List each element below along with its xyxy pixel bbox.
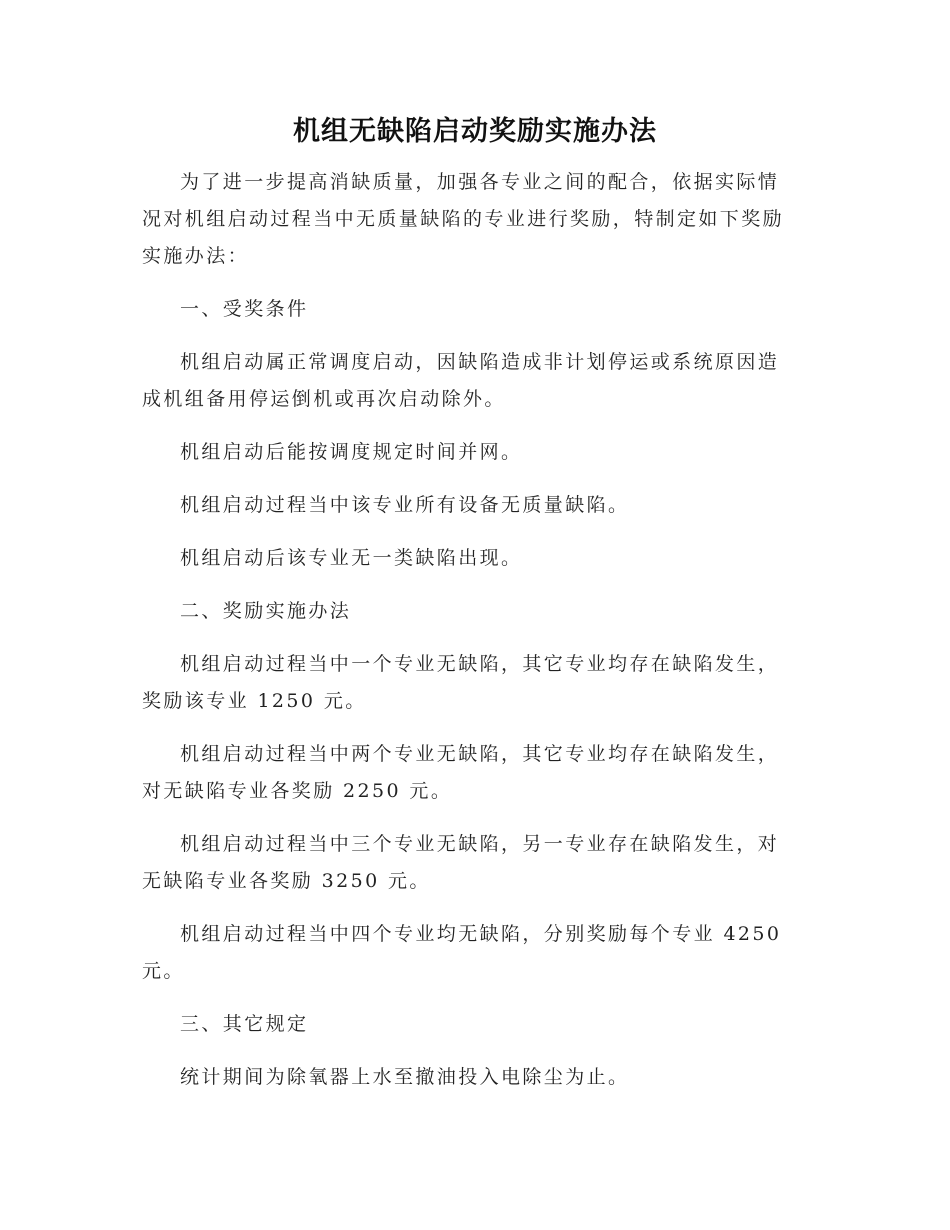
rule-paragraph-1: 统计期间为除氧器上水至撤油投入电除尘为止。 — [180, 1066, 630, 1088]
award-paragraph-4: 机组启动过程当中四个专业均无缺陷，分别奖励每个专业 4250 元。 — [142, 923, 782, 982]
award-paragraph-2: 机组启动过程当中两个专业无缺陷，其它专业均存在缺陷发生，对无缺陷专业各奖励 2250 元。 — [142, 743, 780, 802]
condition-paragraph-4: 机组启动后该专业无一类缺陷出现。 — [180, 547, 523, 569]
section-heading-award-methods: 二、奖励实施办法 — [180, 600, 352, 622]
document-body — [142, 164, 798, 1112]
section-heading-other-rules: 三、其它规定 — [180, 1013, 309, 1035]
condition-paragraph-2: 机组启动后能按调度规定时间并网。 — [180, 441, 523, 463]
intro-paragraph: 为了进一步提高消缺质量，加强各专业之间的配合，依据实际情况对机组启动过程当中无质量缺陷的专业进行奖励，特制定如下奖励实施办法： — [142, 171, 785, 267]
award-paragraph-1: 机组启动过程当中一个专业无缺陷，其它专业均存在缺陷发生，奖励该专业 1250 元。 — [142, 653, 780, 712]
award-paragraph-3: 机组启动过程当中三个专业无缺陷，另一专业存在缺陷发生，对无缺陷专业各奖励 3250 元。 — [142, 833, 780, 892]
section-heading-award-conditions: 一、受奖条件 — [180, 298, 309, 320]
document-title: 机组无缺陷启动奖励实施办法 — [293, 116, 657, 147]
condition-paragraph-1: 机组启动属正常调度启动，因缺陷造成非计划停运或系统原因造成机组备用停运倒机或再次启动除外。 — [142, 351, 780, 410]
condition-paragraph-3: 机组启动过程当中该专业所有设备无质量缺陷。 — [180, 494, 630, 516]
